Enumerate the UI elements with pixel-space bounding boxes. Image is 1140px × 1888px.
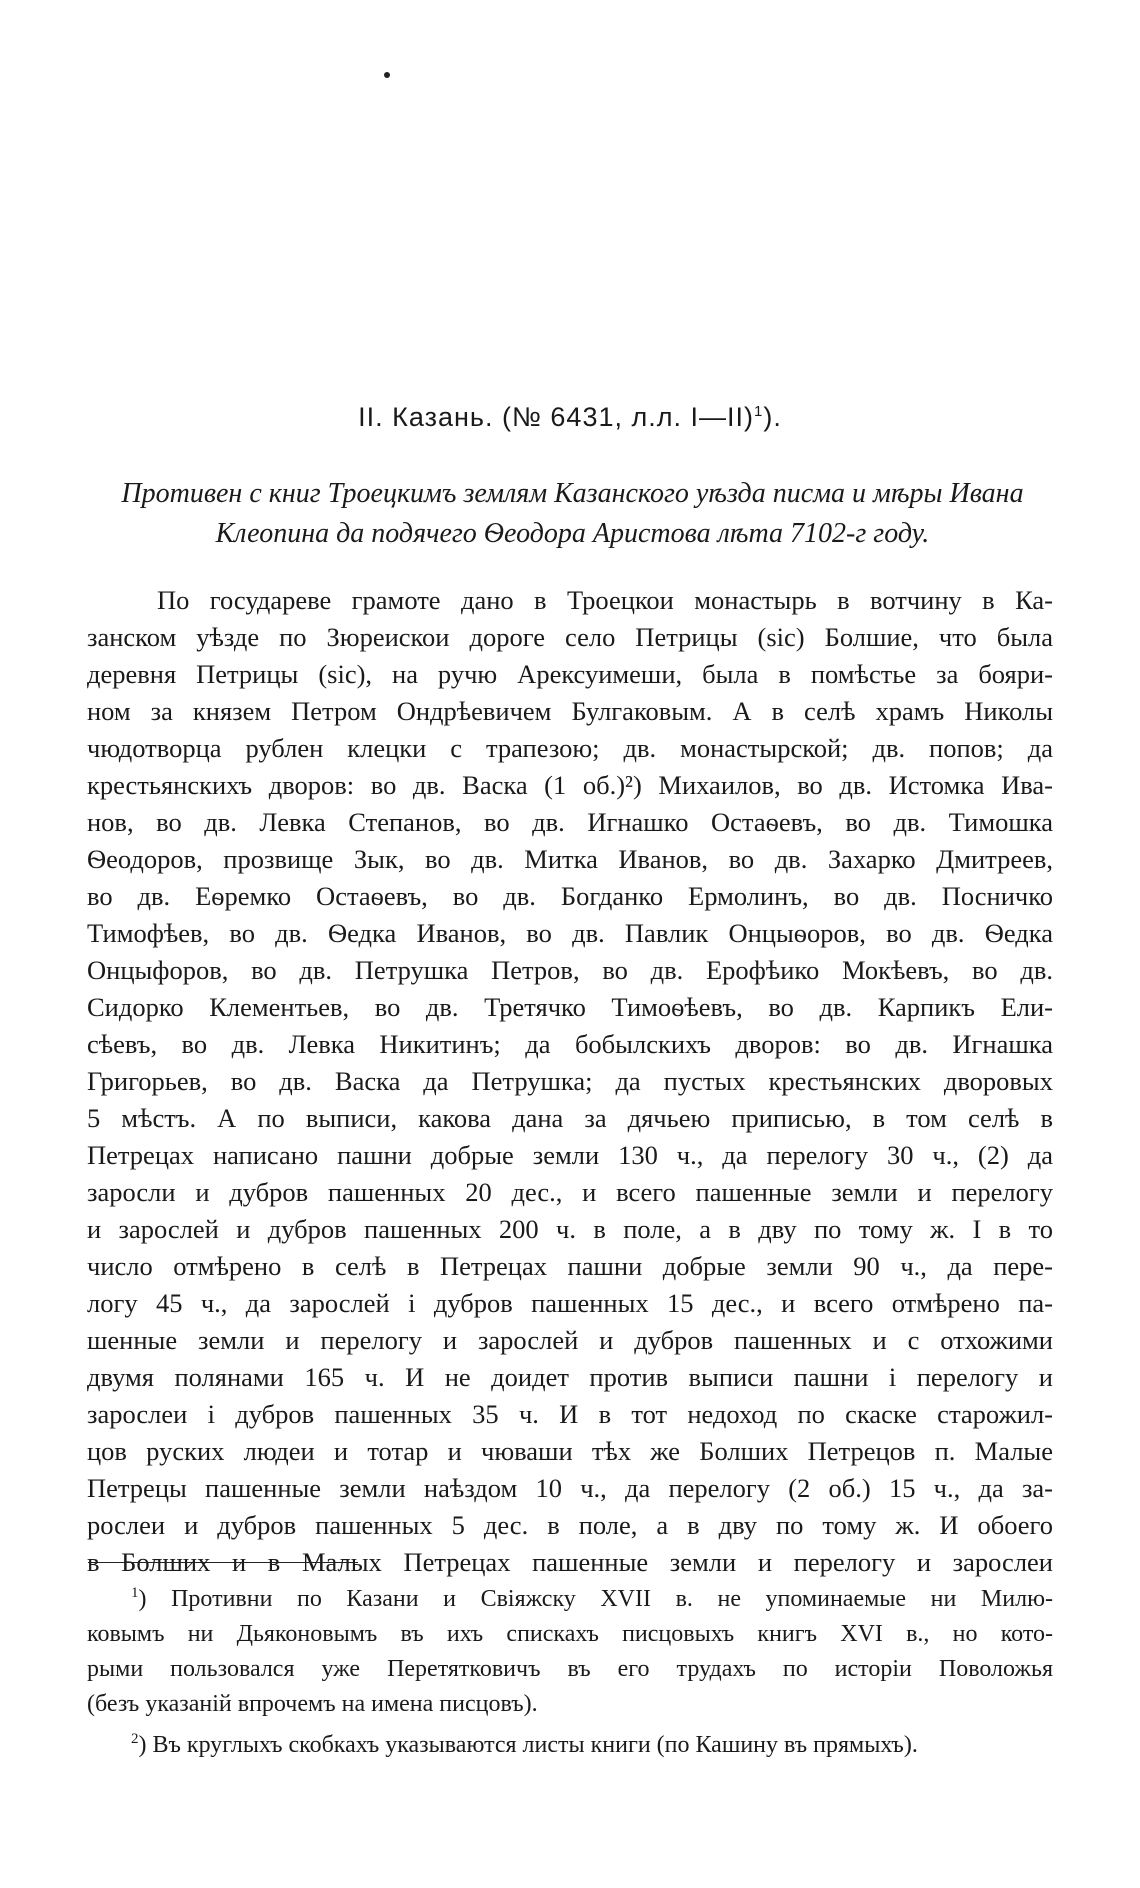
body-line: чюдотворца рублен клецки с трапезою; дв. монастырской; дв. попов; да xyxy=(87,733,1053,763)
body-line: и зарослей и дубров пашенных 200 ч. в поле, а в дву по тому ж. I в то xyxy=(87,1214,1053,1244)
body-line: цов руских людеи и тотар и чюваши тѣх же Болших Петрецов п. Малые xyxy=(87,1436,1053,1466)
footnote-1-line: рыми пользовался уже Перетятковичъ въ его трудахъ по исторіи Поволожья xyxy=(87,1656,1053,1682)
heading-footnote-marker: 1 xyxy=(754,403,764,420)
footnote-1-marker: 1 xyxy=(131,1585,139,1601)
body-line: Петрецы пашенные земли наѣздом 10 ч., да перелогу (2 об.) 15 ч., да за- xyxy=(87,1473,1053,1503)
body-line: число отмѣрено в селѣ в Петрецах пашни добрые земли 90 ч., да пере- xyxy=(87,1251,1053,1281)
heading-text: II. Казань. (№ 6431, л.л. I—II) xyxy=(358,402,754,432)
body-line: рослеи и дубров пашенных 5 дес. в поле, а в дву по тому ж. И обоего xyxy=(87,1510,1053,1540)
footnote-divider xyxy=(88,1562,358,1563)
body-line: во дв. Еѳремко Остаѳевъ, во дв. Богданко Ермолинъ, во дв. Посничко xyxy=(87,881,1053,911)
body-line: в Болших и в Малых Петрецах пашенные земли и перелогу и зарослеи xyxy=(87,1547,1053,1577)
body-line: Онцыфоров, во дв. Петрушка Петров, во дв. Ерофѣико Мокѣевъ, во дв. xyxy=(87,955,1053,985)
body-line: занском уѣзде по Зюреискои дороге село Петрицы (sic) Болшие, что была xyxy=(87,622,1053,652)
footnote-2-text: ) Въ круглыхъ скобкахъ указываются листы книги (по Кашину въ прямыхъ). xyxy=(138,1732,918,1758)
footnote-2-line xyxy=(87,1722,1053,1763)
document-subtitle xyxy=(90,474,1055,554)
footnote-1-line: (безъ указаній впрочемъ на имена писцовъ). xyxy=(87,1691,538,1717)
body-line: Ѳеодоров, прозвище Зык, во дв. Митка Иванов, во дв. Захарко Дмитреев, xyxy=(87,844,1053,874)
ink-speck xyxy=(384,72,390,78)
body-paragraph xyxy=(87,582,1053,1581)
body-line: По государеве грамоте дано в Троецкои монастырь в вотчину в Ка- xyxy=(157,585,1053,615)
body-line: заросли и дубров пашенных 20 дес., и всего пашенные земли и перелогу xyxy=(87,1177,1053,1207)
body-line: 5 мѣстъ. А по выписи, какова дана за дячьею приписью, в том селѣ в xyxy=(87,1103,1053,1133)
heading-close: ). xyxy=(763,402,782,432)
body-line: Петрецах написано пашни добрые земли 130 ч., да перелогу 30 ч., (2) да xyxy=(87,1140,1053,1170)
footnote-1-text: ) Противни по Казани и Свіяжску XVII в. не упоминаемые ни Милю- xyxy=(138,1586,1053,1612)
body-line: сѣевъ, во дв. Левка Никитинъ; да бобылскихъ дворов: во дв. Игнашка xyxy=(87,1029,1053,1059)
body-line: крестьянскихъ дворов: во дв. Васка (1 об.)²) Михаилов, во дв. Истомка Ива- xyxy=(87,770,1053,800)
body-line: двумя полянами 165 ч. И не доидет против выписи пашни і перелогу и xyxy=(87,1362,1053,1392)
subtitle-line: Противен с книг Троецкимъ землям Казанского уѣзда писма и мѣры Ивана xyxy=(121,478,1024,509)
body-line: зарослеи і дубров пашенных 35 ч. И в тот недоход по скаске старожил- xyxy=(87,1399,1053,1429)
footnote-2-marker: 2 xyxy=(131,1731,139,1747)
body-line: ном за князем Петром Ондрѣевичем Булгаковым. А в селѣ храмъ Николы xyxy=(87,696,1053,726)
footnotes xyxy=(87,1576,1053,1763)
body-line: деревня Петрицы (sic), на ручю Арексуимеши, была в помѣстье за бояри- xyxy=(87,659,1053,689)
section-heading xyxy=(80,402,1060,433)
body-line: логу 45 ч., да зарослей і дубров пашенных 15 дес., и всего отмѣрено па- xyxy=(87,1288,1053,1318)
body-line: нов, во дв. Левка Степанов, во дв. Игнашко Остаѳевъ, во дв. Тимошка xyxy=(87,807,1053,837)
footnote-1-line: ковымъ ни Дьяконовымъ въ ихъ спискахъ писцовыхъ книгъ XVI в., но кото- xyxy=(87,1621,1053,1647)
footnote-1-line xyxy=(87,1576,1053,1617)
body-line: Григорьев, во дв. Васка да Петрушка; да пустых крестьянских дворовых xyxy=(87,1066,1053,1096)
body-line: Тимофѣев, во дв. Ѳедка Иванов, во дв. Павлик Онцыѳоров, во дв. Ѳедка xyxy=(87,918,1053,948)
body-line: Сидорко Клементьев, во дв. Третячко Тимоѳѣевъ, во дв. Карпикъ Ели- xyxy=(87,992,1053,1022)
subtitle-line: Клеопина да подячего Ѳеодора Аристова лѣта 7102-г году. xyxy=(215,518,930,549)
body-line: шенные земли и перелогу и зарослей и дубров пашенных и с отхожими xyxy=(87,1325,1053,1355)
